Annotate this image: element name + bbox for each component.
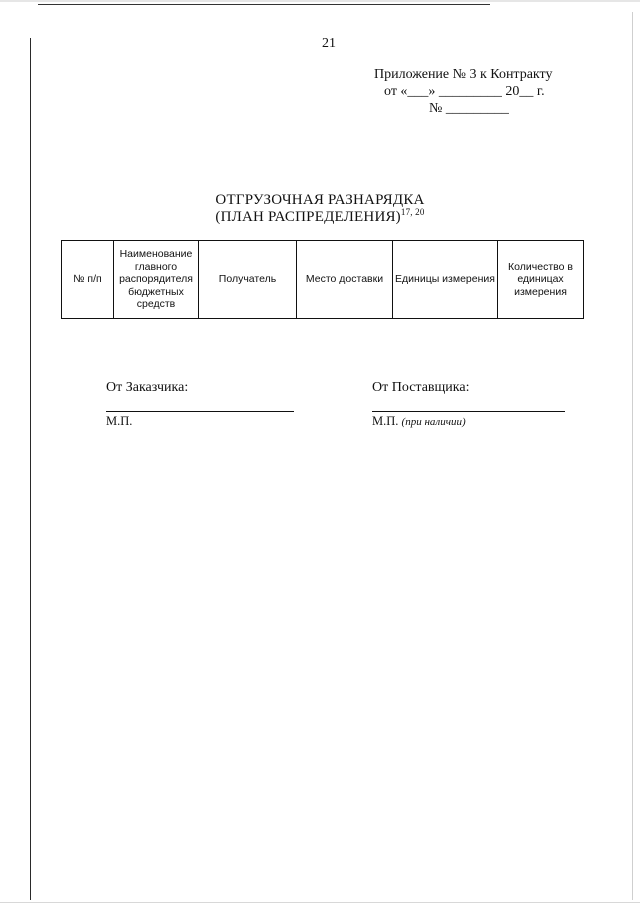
supplier-label: От Поставщика: [372, 380, 470, 395]
annex-date-line: от «___» _________ 20__ г. [384, 84, 545, 99]
col-header-number: № п/п [62, 241, 114, 319]
scan-edge-left [30, 38, 31, 900]
customer-seal: М.П. [106, 414, 133, 428]
customer-signature-line [106, 411, 294, 412]
supplier-seal-block [372, 414, 466, 429]
scan-edge-top [0, 0, 640, 2]
table-header-row [62, 241, 584, 319]
scan-rule-top [38, 4, 490, 5]
col-header-quantity: Количество в единицах измерения [498, 241, 584, 319]
title-line-2 [200, 209, 440, 226]
scan-edge-bottom [0, 902, 640, 903]
supplier-seal-note: (при наличии) [401, 416, 466, 428]
col-header-units: Единицы измерения [393, 241, 498, 319]
annex-title: Приложение № 3 к Контракту [374, 67, 553, 82]
annex-number-line: № _________ [429, 101, 509, 116]
title-line-2-text: (ПЛАН РАСПРЕДЕЛЕНИЯ) [215, 209, 401, 225]
supplier-signature-line [372, 411, 565, 412]
distribution-table [61, 240, 584, 319]
customer-label: От Заказчика: [106, 380, 189, 395]
supplier-seal: М.П. [372, 414, 399, 428]
page-number: 21 [322, 36, 336, 51]
title-footnote-refs: 17, 20 [400, 207, 425, 217]
document-title [200, 192, 440, 226]
col-header-delivery-place: Место доставки [297, 241, 393, 319]
annex-reference [374, 66, 584, 117]
col-header-budget-holder: Наименование главного распорядителя бюджетных средств [114, 241, 199, 319]
scan-edge-right [632, 12, 633, 900]
title-line-1: ОТГРУЗОЧНАЯ РАЗНАРЯДКА [215, 192, 425, 208]
col-header-recipient: Получатель [199, 241, 297, 319]
